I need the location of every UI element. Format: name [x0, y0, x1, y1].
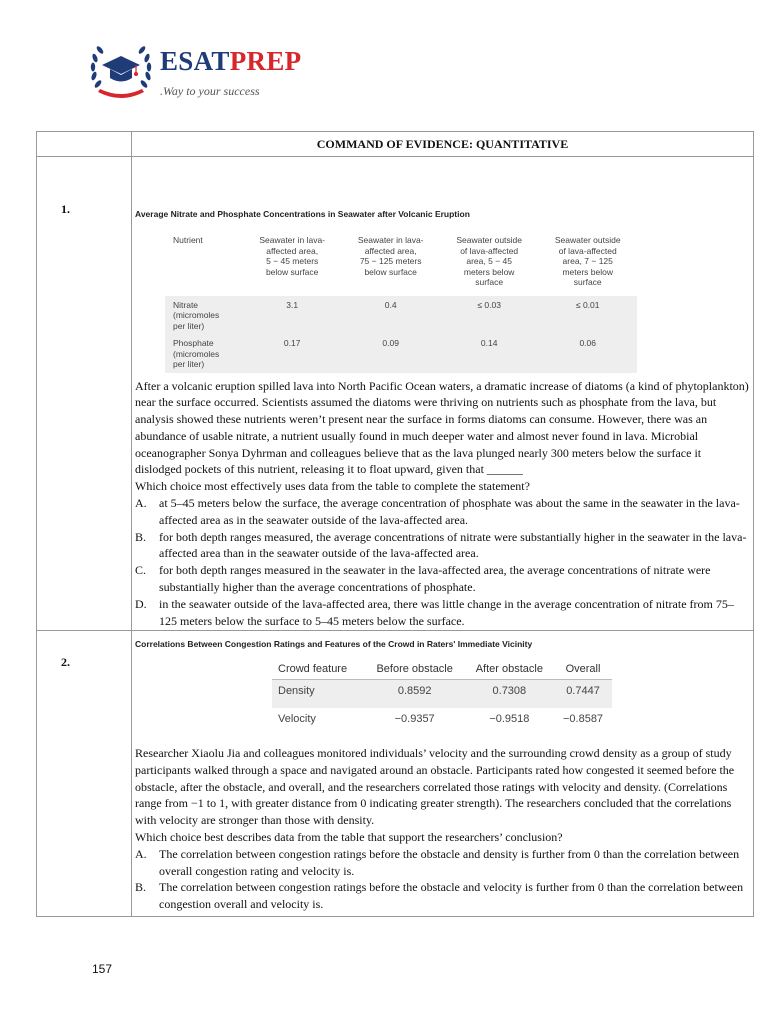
- question-1: [132, 157, 754, 631]
- correlation-table: [272, 659, 612, 736]
- row-label: Nitrate (micromoles per liter): [165, 296, 243, 335]
- question-number: 1.: [37, 157, 132, 631]
- brand-logo: [88, 40, 328, 102]
- table-cell: 0.4: [341, 296, 440, 335]
- answer-choice-d[interactable]: D. in the seawater outside of the lava-affected area, there was little change in the average concentration of nitrate from 75–125 meters below the surface to 5–45 meters below the surface.: [135, 596, 734, 628]
- column-header: Seawater outside of lava-affected area, 7 − 125 meters below surface: [538, 229, 637, 288]
- table-row: [272, 680, 612, 709]
- column-header: Nutrient: [165, 229, 243, 288]
- column-header: Seawater in lava- affected area, 75 − 125 meters below surface: [341, 229, 440, 288]
- row-label: Phosphate (micromoles per liter): [165, 334, 243, 373]
- question-passage: After a volcanic eruption spilled lava into North Pacific Ocean waters, a dramatic increase of diatoms (a kind of phytoplankton) near the surface occurred. Scientists assumed the diatoms were thriving on nutrients such as phosphate from the lava, but analysis showed these nutrients weren’t present near the surface in forms diatoms can consume. However, there was an abundance of usable nitrate, a nutrient usually found in much deeper water and almost never found in lava. Microbial oceanographer Sonya Dyhrman and colleagues believe that as the lava plunged nearly 300 meters below the surface it dislodged pockets of this nutrient, releasing it to float upward, given that ______: [135, 378, 749, 477]
- answer-choices: [135, 495, 749, 629]
- table-row: [165, 334, 637, 373]
- table-cell: 0.7447: [554, 680, 612, 709]
- column-header: Overall: [554, 659, 612, 680]
- table-row: [272, 708, 612, 736]
- brand-name: ESATPREP: [160, 46, 302, 76]
- answer-choice-c[interactable]: C. for both depth ranges measured in the seawater in the lava-affected area, the average concentrations of nitrate were substantially higher than the average concentrations of phosphate.: [135, 563, 711, 595]
- table-cell: 0.06: [538, 334, 637, 373]
- table-cell: ≤ 0.01: [538, 296, 637, 335]
- table-cell: ≤ 0.03: [440, 296, 539, 335]
- table-cell: 0.8592: [365, 680, 465, 709]
- nutrient-table: [165, 229, 637, 373]
- table-cell: 0.14: [440, 334, 539, 373]
- answer-choice-a[interactable]: A. at 5–45 meters below the surface, the average concentration of phosphate was about the same in the seawater in the lava-affected area as in the seawater outside of the lava-affected area.: [135, 496, 740, 527]
- page-number: 157: [92, 962, 113, 976]
- answer-choice-b[interactable]: B. The correlation between congestion ratings before the obstacle and velocity is further from 0 than the correlation between congestion overall and velocity is.: [135, 880, 744, 912]
- table-row: [165, 296, 637, 335]
- table-cell: −0.9357: [394, 713, 435, 725]
- header-number-cell: [37, 132, 132, 157]
- table-cell: −0.9518: [489, 713, 530, 725]
- column-header: Seawater in lava- affected area, 5 − 45 meters below surface: [243, 229, 342, 288]
- column-header: Before obstacle: [365, 659, 465, 680]
- row-label: Velocity: [278, 713, 316, 725]
- row-label: Density: [272, 680, 365, 709]
- table-cell: 0.17: [243, 334, 342, 373]
- brand-tagline: .Way to your success: [160, 84, 260, 98]
- worksheet-table: [36, 131, 754, 917]
- table-cell: −0.8587: [562, 713, 604, 725]
- table-title: Correlations Between Congestion Ratings and Features of the Crowd in Raters' Immediate Vicinity: [135, 639, 533, 649]
- answer-choice-a[interactable]: A. The correlation between congestion ratings before the obstacle and density is further from 0 than the correlation between overall congestion rating and velocity is.: [135, 846, 740, 878]
- answer-choice-b[interactable]: B. for both depth ranges measured, the average concentrations of nitrate were substantially higher in the seawater in the lava-affected area than in the seawater outside of the lava-affected area.: [135, 529, 747, 561]
- table-cell: 3.1: [243, 296, 342, 335]
- question-2: [132, 631, 754, 917]
- table-title: Average Nitrate and Phosphate Concentrations in Seawater after Volcanic Eruption: [135, 209, 470, 219]
- question-prompt: Which choice most effectively uses data from the table to complete the statement?: [135, 479, 530, 494]
- question-passage: Researcher Xiaolu Jia and colleagues monitored individuals’ velocity and the surrounding crowd density as a group of study participants walked through a space and navigated around an obstacle. Participants rated how congested it seemed before the obstacle, after the obstacle, and overall, and the researchers correlated those ratings with velocity and density. (Correlations range from −1 to 1, with greater distance from 0 indicating greater strength). The researchers concluded that the correlations with velocity are stronger than those with density.: [135, 746, 735, 828]
- table-cell: 0.09: [341, 334, 440, 373]
- section-title: COMMAND OF EVIDENCE: QUANTITATIVE: [132, 132, 754, 157]
- table-cell: 0.7308: [465, 680, 554, 709]
- laurel-graduation-cap-icon: [88, 40, 154, 102]
- column-header: Crowd feature: [272, 659, 365, 680]
- answer-choices: [135, 846, 749, 913]
- column-header: Seawater outside of lava-affected area, 5 − 45 meters below surface: [440, 229, 539, 288]
- column-header: After obstacle: [465, 659, 554, 680]
- question-number: 2.: [37, 631, 132, 917]
- question-prompt: Which choice best describes data from the table that support the researchers’ conclusion?: [135, 829, 563, 844]
